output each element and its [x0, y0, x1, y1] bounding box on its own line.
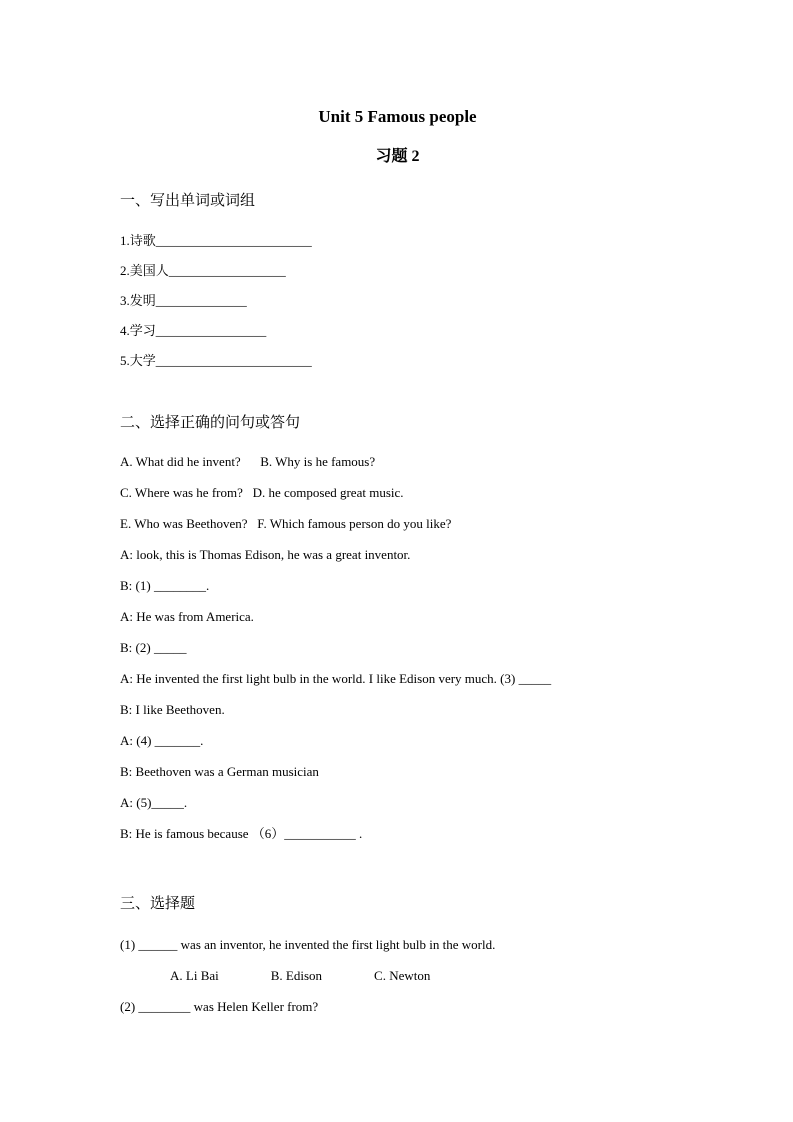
vocabulary-list [120, 226, 675, 376]
choice-option-line: A. What did he invent? B. Why is he famous? [120, 454, 376, 469]
section2-heading: 二、选择正确的问句或答句 [120, 415, 301, 431]
question-line: (1) ______ was an inventor, he invented the first light bulb in the world. [120, 937, 496, 952]
multiple-choice-block [120, 929, 675, 1022]
page-subtitle: 习题 2 [375, 148, 420, 165]
dialogue-line: B: Beethoven was a German musician [120, 764, 319, 779]
dialogue-line: B: (2) _____ [120, 640, 187, 655]
page-title: Unit 5 Famous people [318, 107, 477, 126]
section1-heading: 一、写出单词或词组 [120, 193, 256, 209]
question-line: (2) ________ was Helen Keller from? [120, 999, 319, 1014]
dialogue-line: A: look, this is Thomas Edison, he was a great inventor. [120, 547, 411, 562]
vocabulary-item: 2.美国人__________________ [120, 263, 286, 278]
choice-option-line: C. Where was he from? D. he composed great music. [120, 485, 404, 500]
vocabulary-item: 1.诗歌________________________ [120, 233, 312, 248]
dialogue-line: A: He invented the first light bulb in the world. I like Edison very much. (3) _____ [120, 671, 552, 686]
dialogue-line: A: (4) _______. [120, 733, 204, 748]
dialogue-line: A: He was from America. [120, 609, 254, 624]
options-line: A. Li Bai B. Edison C. Newton [170, 968, 431, 983]
dialogue-line: B: He is famous because （6）___________ . [120, 826, 363, 841]
dialogue-line: B: I like Beethoven. [120, 702, 225, 717]
section-dialogue-choice [120, 412, 675, 849]
dialogue-block [120, 446, 675, 849]
dialogue-line: A: (5)_____. [120, 795, 188, 810]
vocabulary-item: 4.学习_________________ [120, 323, 267, 338]
vocabulary-item: 3.发明______________ [120, 293, 247, 308]
vocabulary-item: 5.大学________________________ [120, 353, 312, 368]
choice-option-line: E. Who was Beethoven? F. Which famous person do you like? [120, 516, 452, 531]
dialogue-line: B: (1) ________. [120, 578, 210, 593]
section-vocabulary [120, 190, 675, 376]
section-multiple-choice [120, 893, 675, 1022]
section3-heading: 三、选择题 [120, 896, 196, 912]
